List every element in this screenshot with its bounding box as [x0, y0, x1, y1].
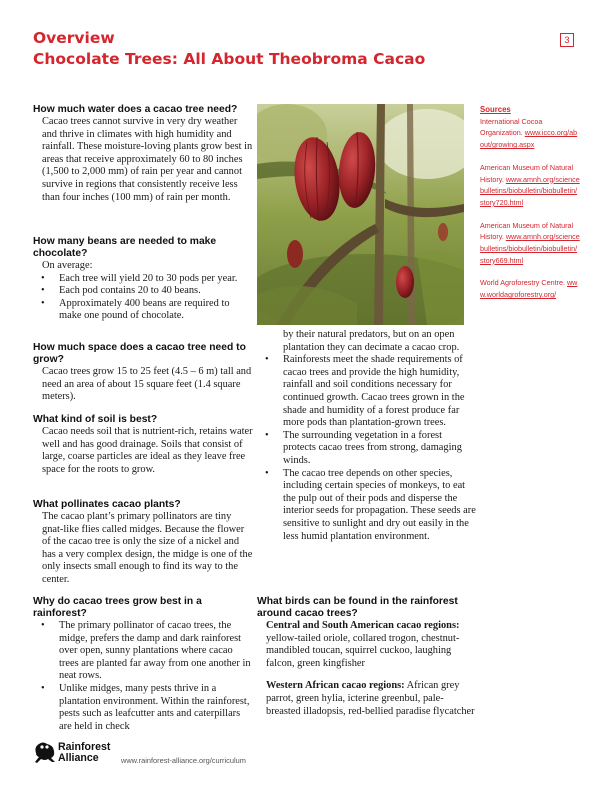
list-item: • Approximately 400 beans are required to make one pound of chocolate. — [33, 298, 253, 323]
continued-text: by their natural predators, but on an open plantation they can decimate a cacao crop. — [283, 329, 460, 353]
west-text: African grey parrot, green hylia, icterine greenbul, pale-breasted illadopsis, red-bellied paradise flycatcher — [266, 680, 475, 717]
source-text: American Museum of Natural History. — [480, 162, 574, 184]
west-regions — [266, 680, 477, 718]
logo-wordmark — [58, 742, 110, 764]
list-item: • Rainforests meet the shade requirements of cacao trees and provide the high humidity, rainfall and soil conditions necessary for continued growth. Cacao trees grown in the shade and humidity of a forest produce far more pods than plantation-grown trees. — [257, 354, 477, 430]
section-soil — [33, 414, 253, 476]
source-entry — [480, 220, 580, 267]
central-text: yellow-tailed oriole, collared trogon, chestnut-mandibled toucan, squirrel cuckoo, laughing falcon, green kingfisher — [266, 632, 460, 669]
overview-label: Overview — [33, 29, 115, 47]
source-link[interactable]: www.worldagroforestry.org/ — [480, 278, 578, 300]
section-heading: How many beans are needed to make chocolate? — [33, 236, 217, 259]
source-text: World Agroforestry Centre. — [480, 278, 565, 288]
section-body: The cacao plant’s primary pollinators are tiny gnat-like flies called midges. Because the flower of the cacao tree is only the size of a nickel and has a very complex design, the midge is one of the only insects small enough to find its way to the center. — [42, 511, 253, 585]
source-text: International Cocoa Organization. — [480, 116, 543, 138]
cacao-pods-photo — [257, 104, 464, 325]
frog-logo-icon — [33, 739, 57, 765]
section-heading: How much space does a cacao tree need to grow? — [33, 342, 246, 365]
page-title: Chocolate Trees: All About Theobroma Cacao — [33, 50, 426, 68]
section-heading: Why do cacao trees grow best in a rainforest? — [33, 596, 202, 619]
section-why-continued — [257, 329, 477, 543]
source-link[interactable]: www.amnh.org/sciencebulletins/biobulletin/biobulletin/story720.html — [480, 174, 580, 207]
section-heading: What kind of soil is best? — [33, 414, 158, 425]
source-entry — [480, 116, 580, 151]
list-item: • The primary pollinator of cacao trees, the midge, prefers the damp and dark rainforest over open, sunny plantations where cacao trees are planted far away from one another in neat rows. — [33, 620, 253, 683]
sources-heading: Sources — [480, 105, 511, 114]
section-heading: What birds can be found in the rainforest around cacao trees? — [257, 596, 458, 619]
list-item: • Each pod contains 20 to 40 beans. — [33, 285, 253, 298]
beans-list — [33, 273, 253, 323]
why-list — [33, 620, 253, 733]
central-label: Central and South American cacao regions: — [266, 620, 460, 631]
west-label: Western African cacao regions: — [266, 680, 405, 692]
list-item: • The surrounding vegetation in a forest protects cacao trees from strong, damaging winds. — [257, 430, 477, 468]
list-item: • Each tree will yield 20 to 30 pods per year. — [33, 273, 253, 286]
source-entry — [480, 277, 580, 300]
logo-line1: Rainforest — [58, 741, 111, 753]
source-link[interactable]: www.amnh.org/sciencebulletins/biobulletin/biobulletin/story669.html — [480, 232, 580, 265]
section-beans — [33, 236, 253, 323]
source-text: American Museum of Natural History. — [480, 220, 574, 242]
section-body: Cacao trees cannot survive in very dry weather and thrive in climates with high humidity and rainfall. These moisture-loving plants grow best in areas that receive approximately 60 to 80 inches (1,500 to 2,000 mm) of rain per year and cannot survive in regions that consistently receive less than four inches (100 mm) of rain per month. — [42, 116, 253, 203]
section-intro: On average: — [42, 260, 93, 271]
list-item: • Unlike midges, many pests thrive in a plantation environment. Within the rainforest, pests such as leafcutter ants and caterpillars are held in check — [33, 683, 253, 733]
page-number: 3 — [560, 33, 574, 47]
section-water — [33, 104, 253, 204]
list-item: • The cacao tree depends on other species, including certain species of monkeys, to eat the pulp out of their pods and disperse the interior seeds for propagation. These seeds are sensitive to sunlight and dry out easily in the less humid plantation environment. — [257, 468, 477, 544]
section-heading: What pollinates cacao plants? — [33, 499, 181, 510]
source-entry — [480, 162, 580, 209]
central-regions — [266, 620, 477, 670]
section-why — [33, 596, 253, 733]
section-pollinate — [33, 499, 253, 587]
sources-sidebar — [480, 104, 580, 312]
section-space — [33, 342, 253, 404]
section-heading: How much water does a cacao tree need? — [33, 104, 238, 115]
section-body: Cacao needs soil that is nutrient-rich, retains water well and has good drainage. Soils that consist of large, coarse particles are ideal as they leave free space for the roots to grow. — [42, 426, 253, 475]
why-list-continued — [257, 354, 477, 543]
source-link[interactable]: www.icco.org/about/growing.aspx — [480, 128, 578, 150]
footer-url[interactable]: www.rainforest-alliance.org/curriculum — [121, 756, 246, 765]
logo-line2: Alliance — [58, 752, 99, 764]
section-birds — [257, 596, 477, 718]
section-body: Cacao trees grow 15 to 25 feet (4.5 – 6 m) tall and need an area of about 15 square feet (1.4 square meters). — [42, 366, 252, 403]
page-header — [33, 28, 425, 70]
